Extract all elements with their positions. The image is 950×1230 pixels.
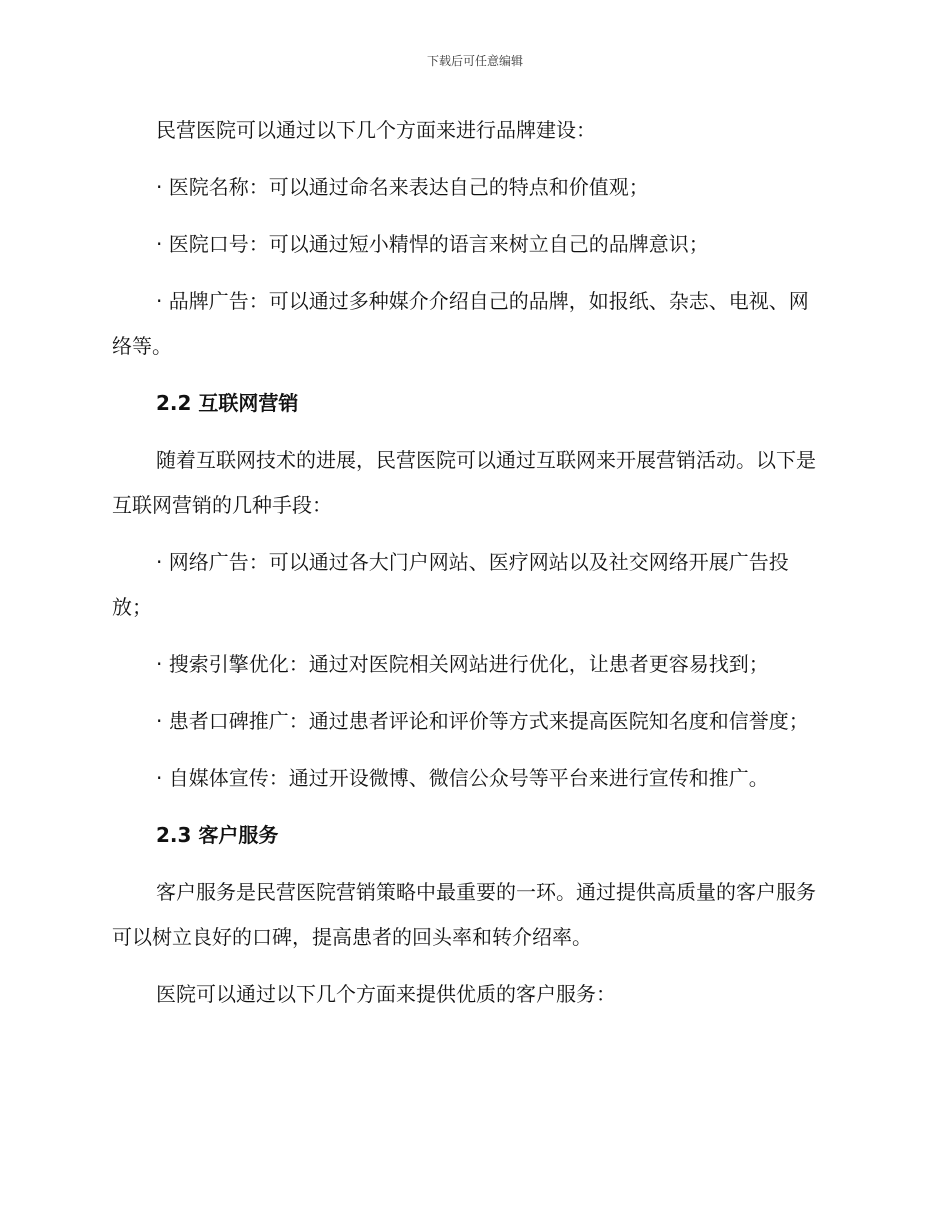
bullet-hospital-name: · 医院名称：可以通过命名来表达自己的特点和价值观； [156, 175, 649, 199]
intro-paragraph: 民营医院可以通过以下几个方面来进行品牌建设： [156, 118, 596, 142]
bullet-online-ads: · 网络广告：可以通过各大门户网站、医疗网站以及社交网络开展广告投放； [112, 550, 789, 619]
section-heading-customer-service: 2.3 客户服务 [156, 823, 279, 847]
page-header-note: 下载后可任意编辑 [426, 54, 523, 68]
internet-marketing-paragraph: 随着互联网技术的进展，民营医院可以通过互联网来开展营销活动。以下是互联网营销的几种手段： [112, 448, 816, 517]
section-heading-internet-marketing: 2.2 互联网营销 [156, 391, 299, 415]
customer-service-intro: 医院可以通过以下几个方面来提供优质的客户服务： [156, 982, 616, 1006]
bullet-word-of-mouth: · 患者口碑推广：通过患者评论和评价等方式来提高医院知名度和信誉度； [156, 709, 809, 733]
document-body [112, 108, 828, 1029]
customer-service-paragraph: 客户服务是民营医院营销策略中最重要的一环。通过提供高质量的客户服务可以树立良好的口碑，提高患者的回头率和转介绍率。 [112, 880, 816, 949]
bullet-hospital-slogan: · 医院口号：可以通过短小精悍的语言来树立自己的品牌意识； [156, 232, 709, 256]
bullet-brand-ads: · 品牌广告：可以通过多种媒介介绍自己的品牌，如报纸、杂志、电视、网络等。 [112, 289, 809, 358]
bullet-self-media: · 自媒体宣传：通过开设微博、微信公众号等平台来进行宣传和推广。 [156, 766, 769, 790]
bullet-seo: · 搜索引擎优化：通过对医院相关网站进行优化，让患者更容易找到； [156, 652, 769, 676]
